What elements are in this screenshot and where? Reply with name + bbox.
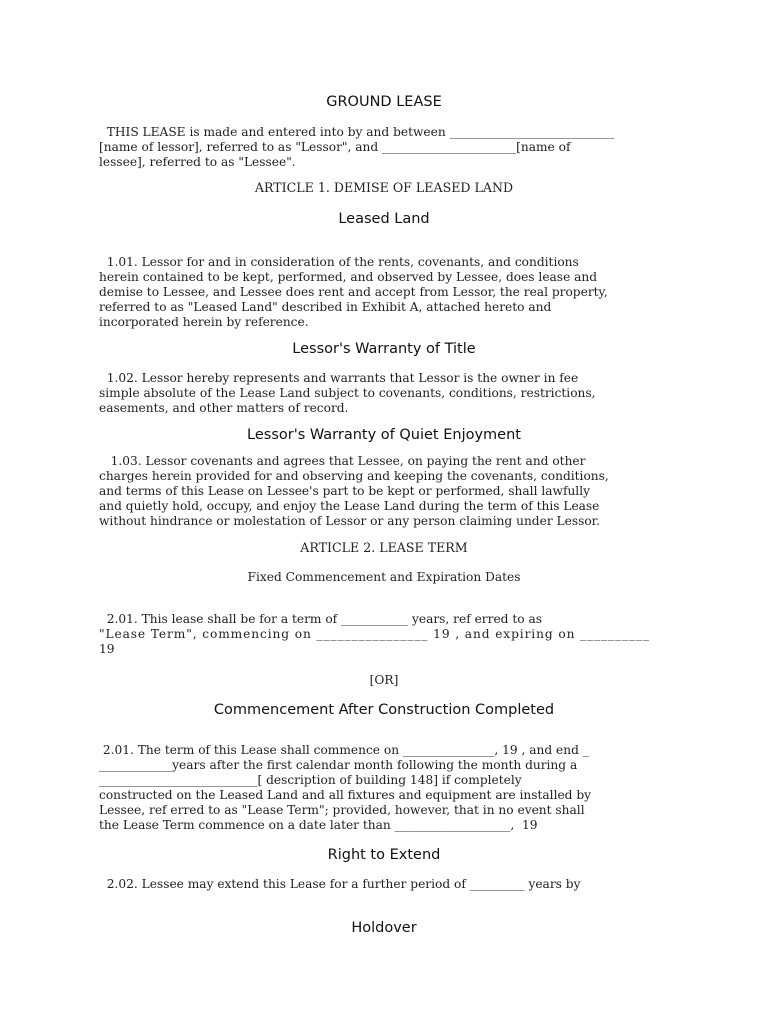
section-heading-holdover: Holdover bbox=[351, 920, 417, 936]
paragraph-2-02 bbox=[99, 877, 629, 892]
text-line: ____________years after the first calendar month following the month during a bbox=[99, 758, 578, 772]
text-line: the Lease Term commence on a date later than ___________________, 19 bbox=[99, 818, 538, 832]
text-line: 1.02. Lessor hereby represents and warrants that Lessor is the owner in fee bbox=[99, 371, 579, 385]
section-heading-warranty-of-title: Lessor's Warranty of Title bbox=[292, 341, 476, 357]
text-line: simple absolute of the Lease Land subject to covenants, conditions, restrictions, bbox=[99, 386, 596, 400]
article-1-heading: ARTICLE 1. DEMISE OF LEASED LAND bbox=[254, 180, 514, 195]
text-line: and quietly hold, occupy, and enjoy the Lease Land during the term of this Lease bbox=[99, 499, 600, 513]
section-heading-right-to-extend: Right to Extend bbox=[327, 847, 441, 863]
paragraph-2-01-construction bbox=[99, 743, 629, 833]
text-line: referred to as "Leased Land" described in Exhibit A, attached hereto and bbox=[99, 300, 552, 314]
text-line: without hindrance or molestation of Lessor or any person claiming under Lessor. bbox=[99, 514, 601, 528]
text-line: __________________________[ description of building 148] if completely bbox=[99, 773, 522, 787]
intro-paragraph bbox=[99, 125, 629, 170]
paragraph-1-02 bbox=[99, 371, 629, 416]
text-line: demise to Lessee, and Lessee does rent and accept from Lessor, the real property, bbox=[99, 285, 608, 299]
section-heading-quiet-enjoyment: Lessor's Warranty of Quiet Enjoyment bbox=[247, 427, 521, 443]
text-line: constructed on the Leased Land and all fixtures and equipment are installed by bbox=[99, 788, 592, 802]
text-line: [name of lessor], referred to as "Lessor", and ______________________[name of bbox=[99, 140, 571, 154]
paragraph-2-01-fixed bbox=[99, 612, 651, 657]
section-heading-leased-land: Leased Land bbox=[338, 211, 430, 227]
paragraph-1-01 bbox=[99, 255, 629, 330]
text-line: 2.01. The term of this Lease shall commence on _______________, 19 , and end _ bbox=[99, 743, 589, 757]
text-line: 19 bbox=[99, 642, 115, 656]
or-separator: [OR] bbox=[369, 673, 399, 687]
paragraph-1-03 bbox=[99, 454, 629, 529]
text-line: 1.01. Lessor for and in consideration of the rents, covenants, and conditions bbox=[99, 255, 579, 269]
text-line: and terms of this Lease on Lessee's part to be kept or performed, shall lawfully bbox=[99, 484, 590, 498]
text-line: easements, and other matters of record. bbox=[99, 401, 349, 415]
text-line: Lessee, ref erred to as "Lease Term"; provided, however, that in no event shall bbox=[99, 803, 585, 817]
text-line: lessee], referred to as "Lessee". bbox=[99, 155, 296, 169]
document-title: GROUND LEASE bbox=[326, 94, 442, 110]
text-line: 1.03. Lessor covenants and agrees that Lessee, on paying the rent and other bbox=[99, 454, 586, 468]
text-line: incorporated herein by reference. bbox=[99, 315, 309, 329]
text-line: charges herein provided for and observing and keeping the covenants, conditions, bbox=[99, 469, 609, 483]
text-line: herein contained to be kept, performed, and observed by Lessee, does lease and bbox=[99, 270, 598, 284]
fixed-dates-heading: Fixed Commencement and Expiration Dates bbox=[247, 570, 521, 584]
text-line: 2.01. This lease shall be for a term of ___________ years, ref erred to as bbox=[99, 612, 542, 626]
text-line: "Lease Term", commencing on ________________ 19 , and expiring on __________ bbox=[99, 627, 651, 641]
section-heading-construction: Commencement After Construction Completed bbox=[213, 702, 555, 718]
article-2-heading: ARTICLE 2. LEASE TERM bbox=[300, 540, 468, 555]
text-line: 2.02. Lessee may extend this Lease for a further period of _________ years by bbox=[99, 877, 581, 891]
text-line: THIS LEASE is made and entered into by and between ___________________________ bbox=[99, 125, 615, 139]
